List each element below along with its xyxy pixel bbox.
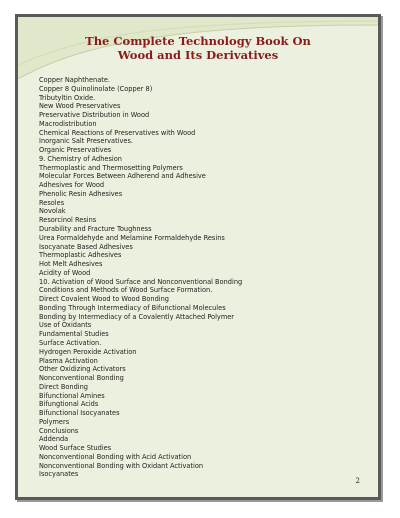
toc-entry: Bifunctional Amines [39,391,105,400]
toc-entry: Wood Surface Studies [39,444,112,453]
toc-entry: Bonding by Intermediacy of a Covalently Attached Polymer [39,312,235,321]
toc-entry: Acidity of Wood [39,268,91,277]
toc-entry: Organic Preservatives [39,146,112,155]
toc-entry: Nonconventional Bonding with Acid Activation [39,452,192,461]
toc-entry: Direct Bonding [39,382,88,391]
toc-entry: Inorganic Salt Preservatives. [39,137,133,146]
toc-entry: Polymers [39,417,70,426]
toc-entry: Durability and Fracture Toughness [39,225,152,234]
toc-entry: Hydrogen Peroxide Activation [39,347,137,356]
toc-entry: Fundamental Studies [39,330,109,339]
toc-entry: Copper 8 Quinolinolate (Copper 8) [39,84,153,93]
toc-entry: Urea Formaldehyde and Melamine Formaldehyde Resins [39,233,225,242]
toc-entry: Molecular Forces Between Adherend and Adhesive [39,172,206,181]
toc-entry: Isocyanates [39,470,79,479]
toc-entry: Conclusions [39,426,79,435]
toc-entry: Thermoplastic Adhesives [39,251,122,260]
toc-entry: Phenolic Resin Adhesives [39,189,123,198]
page-title-line-2: Wood and Its Derivatives [117,48,279,62]
toc-entry: Plasma Activation [39,356,98,365]
toc-entry: Chemical Reactions of Preservatives with Wood [39,128,196,137]
toc-entry: Tributyltin Oxide. [39,93,96,102]
toc-entry: Isocyanate Based Adhesives [39,242,133,251]
toc-entry: Adhesives for Wood [39,181,105,190]
toc-entry: Nonconventional Bonding with Oxidant Activation [39,461,204,470]
toc-entry: Resorcinol Resins [39,216,97,225]
toc-entry: Novolak [39,207,66,216]
toc-entry: Nonconventional Bonding [39,374,124,383]
toc-entry: Bonding Through Intermediacy of Bifunctional Molecules [39,303,226,312]
toc-entry: Bifunctional Isocyanates [39,409,120,418]
toc-entry: Other Oxidizing Activators [39,365,126,374]
toc-entry: Preservative Distribution in Wood [39,111,150,120]
toc-entry: Hot Melt Adhesives [39,260,103,269]
toc-entry: Copper Naphthenate. [39,76,110,84]
toc-entry: Macrodistribution [39,119,97,128]
toc-entry: Direct Covalent Wood to Wood Bonding [39,295,169,304]
page-title-line-1: The Complete Technology Book On [85,34,311,48]
toc-entry: Use of Oxidants [39,321,92,330]
toc-entry: Surface Activation. [39,338,102,347]
document-page [15,14,381,500]
toc-entry: Conditions and Methods of Wood Surface Formation. [39,286,213,295]
toc-entry: Bifungtional Acids [39,400,99,409]
toc-entry: New Wood Preservatives [39,102,121,111]
toc-entry: 10. Activation of Wood Surface and Nonconventional Bonding [39,277,243,286]
table-of-contents [39,76,242,479]
toc-entry: Thermoplastic and Thermosetting Polymers [39,163,183,172]
toc-entry: Addenda [39,435,69,444]
page-number: 2 [355,477,360,485]
toc-entry: 9. Chemistry of Adhesion [39,154,122,163]
toc-entry: Resoles [39,198,65,207]
